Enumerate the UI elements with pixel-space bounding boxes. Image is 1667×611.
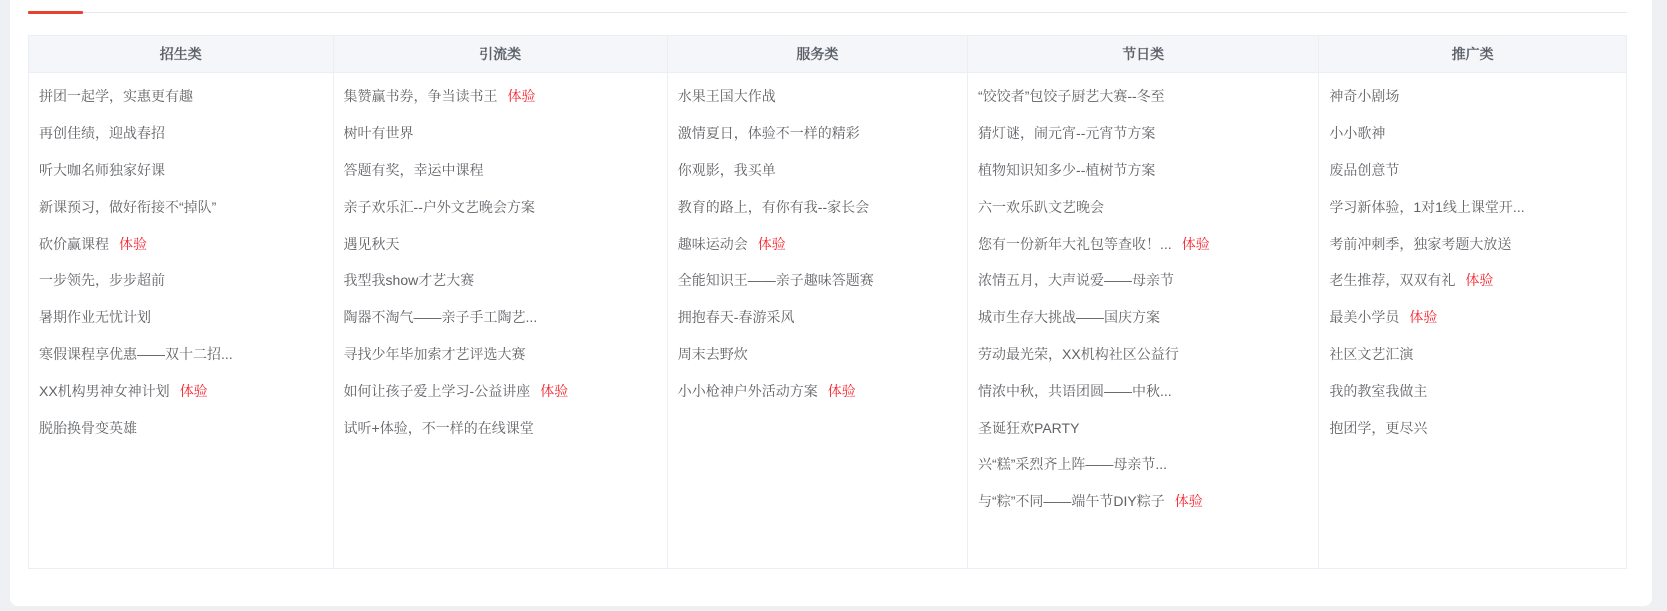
template-item[interactable] xyxy=(1329,188,1618,225)
template-item[interactable] xyxy=(978,262,1310,299)
template-item[interactable] xyxy=(678,372,959,409)
experience-badge[interactable]: 体验 xyxy=(179,382,208,399)
template-item[interactable] xyxy=(344,372,659,409)
template-item-title[interactable]: 城市生存大挑战——国庆方案 xyxy=(978,309,1161,326)
template-item[interactable] xyxy=(344,152,659,189)
column-header: 服务类 xyxy=(668,36,967,73)
template-item[interactable] xyxy=(39,188,325,225)
template-item-title[interactable]: 周末去野炊 xyxy=(677,345,748,362)
experience-badge[interactable]: 体验 xyxy=(827,382,856,399)
template-item[interactable] xyxy=(39,372,325,409)
template-item-title[interactable]: 砍价赢课程 xyxy=(39,235,109,252)
template-item-title[interactable]: 遇见秋天 xyxy=(343,235,400,252)
experience-badge[interactable]: 体验 xyxy=(1409,309,1438,326)
template-item-title[interactable]: 再创佳绩，迎战春招 xyxy=(39,125,165,142)
experience-badge[interactable]: 体验 xyxy=(540,382,569,399)
template-item-title[interactable]: 如何让孩子爱上学习-公益讲座 xyxy=(343,382,531,399)
template-item-title[interactable]: 老生推荐，双双有礼 xyxy=(1329,272,1456,289)
template-item[interactable] xyxy=(678,152,959,189)
template-item-title[interactable]: “饺饺者”包饺子厨艺大赛--冬至 xyxy=(978,88,1165,105)
template-item-title[interactable]: 你观影，我买单 xyxy=(677,161,776,178)
template-item[interactable] xyxy=(39,78,325,115)
template-item[interactable] xyxy=(1329,115,1618,152)
template-item-title[interactable]: 考前冲刺季，独家考题大放送 xyxy=(1329,235,1512,252)
column-header: 引流类 xyxy=(334,36,667,73)
template-item-title[interactable]: 暑期作业无忧计划 xyxy=(39,309,151,326)
template-item[interactable] xyxy=(39,409,325,446)
template-item-title[interactable]: 激情夏日，体验不一样的精彩 xyxy=(677,125,860,142)
template-item[interactable] xyxy=(978,115,1310,152)
template-item[interactable] xyxy=(678,78,959,115)
category-column xyxy=(334,36,668,568)
template-item[interactable] xyxy=(39,152,325,189)
column-header: 推广类 xyxy=(1319,36,1626,73)
template-item-title[interactable]: 我的教室我做主 xyxy=(1329,382,1428,399)
template-item-title[interactable]: XX机构男神女神计划 xyxy=(39,382,170,399)
template-item[interactable] xyxy=(978,483,1310,520)
template-item[interactable] xyxy=(678,115,959,152)
template-item[interactable] xyxy=(678,262,959,299)
template-item[interactable] xyxy=(978,299,1310,336)
template-item[interactable] xyxy=(678,188,959,225)
template-item-title[interactable]: 寒假课程享优惠——双十二招... xyxy=(39,345,233,362)
template-item-title[interactable]: 小小歌神 xyxy=(1329,125,1386,142)
template-item[interactable] xyxy=(344,409,659,446)
category-column xyxy=(668,36,968,568)
template-item-title[interactable]: 您有一份新年大礼包等查收！... xyxy=(978,235,1172,252)
template-item[interactable] xyxy=(344,299,659,336)
template-item-title[interactable]: 拥抱春天-春游采风 xyxy=(677,309,795,326)
template-item-title[interactable]: 脱胎换骨变英雄 xyxy=(39,419,137,436)
template-item-title[interactable]: 六一欢乐趴文艺晚会 xyxy=(978,198,1105,215)
template-item-title[interactable]: 陶器不淘气——亲子手工陶艺... xyxy=(343,309,538,326)
template-item[interactable] xyxy=(978,409,1310,446)
template-item[interactable] xyxy=(978,225,1310,262)
template-item-title[interactable]: 全能知识王——亲子趣味答题赛 xyxy=(677,272,874,289)
column-body xyxy=(1319,73,1626,466)
template-item[interactable] xyxy=(978,78,1310,115)
template-item[interactable] xyxy=(1329,262,1618,299)
template-item[interactable] xyxy=(344,262,659,299)
experience-badge[interactable]: 体验 xyxy=(1181,235,1210,252)
template-item-title[interactable]: 社区文艺汇演 xyxy=(1329,345,1414,362)
template-item-title[interactable]: 新课预习，做好衔接不“掉队” xyxy=(39,198,217,215)
template-item[interactable] xyxy=(1329,299,1618,336)
template-item-title[interactable]: 劳动最光荣，XX机构社区公益行 xyxy=(978,345,1179,362)
template-item-title[interactable]: 抱团学，更尽兴 xyxy=(1329,419,1428,436)
template-item[interactable] xyxy=(1329,336,1618,373)
template-item[interactable] xyxy=(344,115,659,152)
template-item-title[interactable]: 教育的路上，有你有我--家长会 xyxy=(677,198,870,215)
template-item-title[interactable]: 浓情五月，大声说爱——母亲节 xyxy=(978,272,1175,289)
category-column xyxy=(29,36,334,568)
template-item-title[interactable]: 与“粽”不同——端午节DIY粽子 xyxy=(978,493,1165,510)
tabs-divider xyxy=(28,0,1627,13)
active-tab-indicator xyxy=(28,11,83,14)
template-item-title[interactable]: 猜灯谜，闹元宵--元宵节方案 xyxy=(978,125,1156,142)
template-item-title[interactable]: 亲子欢乐汇--户外文艺晚会方案 xyxy=(343,198,535,215)
template-item-title[interactable]: 神奇小剧场 xyxy=(1329,88,1400,105)
category-column xyxy=(968,36,1319,568)
template-item[interactable] xyxy=(678,336,959,373)
template-item[interactable] xyxy=(344,188,659,225)
template-item-title[interactable]: 最美小学员 xyxy=(1329,309,1400,326)
template-item-title[interactable]: 情浓中秋，共语团圆——中秋... xyxy=(978,382,1172,399)
template-item[interactable] xyxy=(978,372,1310,409)
template-item-title[interactable]: 一步领先，步步超前 xyxy=(39,272,165,289)
template-item-title[interactable]: 植物知识知多少--植树节方案 xyxy=(978,161,1156,178)
template-item[interactable] xyxy=(978,446,1310,483)
template-item-title[interactable]: 寻找少年毕加索才艺评选大赛 xyxy=(343,345,526,362)
template-item-title[interactable]: 试听+体验，不一样的在线课堂 xyxy=(343,419,534,436)
template-item-title[interactable]: 水果王国大作战 xyxy=(677,88,776,105)
template-item[interactable] xyxy=(978,188,1310,225)
template-item-title[interactable]: 学习新体验，1对1线上课堂开... xyxy=(1329,198,1525,215)
template-item[interactable] xyxy=(978,152,1310,189)
template-item-title[interactable]: 兴“糕”采烈齐上阵——母亲节... xyxy=(978,456,1168,473)
template-item[interactable] xyxy=(1329,152,1618,189)
template-item[interactable] xyxy=(1329,372,1618,409)
template-item[interactable] xyxy=(39,299,325,336)
template-item[interactable] xyxy=(978,336,1310,373)
template-item[interactable] xyxy=(344,336,659,373)
experience-badge[interactable]: 体验 xyxy=(119,235,147,252)
experience-badge[interactable]: 体验 xyxy=(507,88,536,105)
experience-badge[interactable]: 体验 xyxy=(757,235,786,252)
template-item-title[interactable]: 我型我show才艺大赛 xyxy=(343,272,475,289)
column-header: 招生类 xyxy=(29,36,333,73)
category-column xyxy=(1319,36,1626,568)
column-body xyxy=(29,73,333,466)
template-item-title[interactable]: 答题有奖，幸运中课程 xyxy=(343,161,484,178)
template-item-title[interactable]: 圣诞狂欢PARTY xyxy=(978,419,1080,436)
template-item-title[interactable]: 废品创意节 xyxy=(1329,161,1400,178)
template-item[interactable] xyxy=(678,225,959,262)
template-item[interactable] xyxy=(1329,409,1618,446)
template-item[interactable] xyxy=(39,225,325,262)
template-item[interactable] xyxy=(344,225,659,262)
template-item[interactable] xyxy=(678,299,959,336)
template-item-title[interactable]: 小小枪神户外活动方案 xyxy=(677,382,818,399)
template-item[interactable] xyxy=(39,115,325,152)
template-item-title[interactable]: 趣味运动会 xyxy=(677,235,748,252)
experience-badge[interactable]: 体验 xyxy=(1465,272,1494,289)
column-body xyxy=(334,73,667,466)
template-item[interactable] xyxy=(344,78,659,115)
column-body xyxy=(968,73,1318,540)
template-item-title[interactable]: 集赞赢书券，争当读书王 xyxy=(343,88,498,105)
template-item-title[interactable]: 听大咖名师独家好课 xyxy=(39,161,165,178)
template-item[interactable] xyxy=(1329,225,1618,262)
template-item[interactable] xyxy=(1329,78,1618,115)
column-body xyxy=(668,73,967,429)
experience-badge[interactable]: 体验 xyxy=(1174,493,1203,510)
content-card xyxy=(10,0,1652,606)
column-header: 节日类 xyxy=(968,36,1318,73)
template-item[interactable] xyxy=(39,336,325,373)
template-item[interactable] xyxy=(39,262,325,299)
template-item-title[interactable]: 拼团一起学，实惠更有趣 xyxy=(39,88,193,105)
template-item-title[interactable]: 树叶有世界 xyxy=(343,125,414,142)
template-category-table xyxy=(28,35,1627,569)
